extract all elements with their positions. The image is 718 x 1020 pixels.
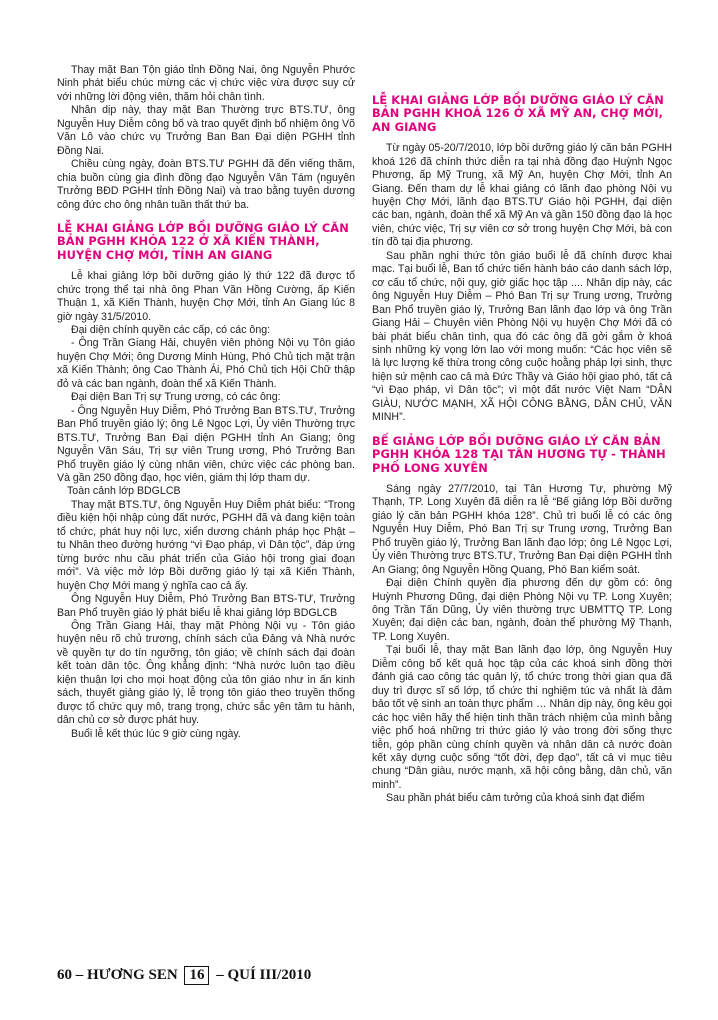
section-heading: BẾ GIẢNG LỚP BỒI DƯỠNG GIÁO LÝ CĂN BẢN PGHH KHÓA 128 TẠI TÂN HƯƠNG TỰ - THÀNH PHỐ LONG XUYÊN — [372, 433, 666, 475]
photo-caption: Toàn cảnh lớp BDGLCB — [67, 485, 181, 498]
paragraph: - Ông Nguyễn Huy Diễm, Phó Trưởng Ban BTS.TƯ, Trưởng Ban Phổ truyền giáo lý; ông Lê Ngọc Lợi, Ủy viên Thường trực BTS.TƯ, Trưởng Ban Đại diện PGHH tỉnh An Giang; ông Nguyễn Văn Sáu, Trị sự viên Trung ương, Phó Trưởng Ban Phổ truyền giáo lý cùng nhân viên, chức việc các phòng ban. Và gần 250 đồng đạo, học viên, giám thị lớp tham dự. — [57, 404, 355, 484]
paragraph: Từ ngày 05-20/7/2010, lớp bồi dưỡng giáo lý căn bản PGHH khoá 126 đã chính thức diễn ra tại nhà đồng đạo Huỳnh Ngọc Phương, ấp Mỹ Trung, xã Mỹ An, huyện Chợ Mới, tỉnh An Giang. Đến tham dự lễ khai giảng có lãnh đạo phòng Nội vụ huyện Chợ Mới, lãnh đạo BTS.TƯ Giáo hội PGHH, đại diện các ban, ngành, đoàn thể xã Mỹ An và gần 150 đồng đạo là học viên, chức việc, Trị sự viên cơ sở trong huyện Chợ Mới, bà con tín đồ tại địa phương. — [372, 142, 672, 249]
paragraph: Chiều cùng ngày, đoàn BTS.TƯ PGHH đã đến viếng thăm, chia buồn cùng gia đình đồng đạo Nguyễn Văn Tám (nguyên Trưởng BĐD PGHH tỉnh Đồng Nai) và trao bằng tuyên dương công đức cho ông nhân tuần thất thứ ba. — [57, 158, 355, 211]
issue-number: 16 — [184, 966, 209, 985]
issue-quarter: – QUÍ III/2010 — [216, 967, 312, 983]
paragraph: - Ông Trần Giang Hải, chuyên viên phòng Nội vụ Tôn giáo huyện Chợ Mới; ông Dương Minh Hùng, Phó Chủ tịch mặt trận xã Kiến Thành; ông Cao Thành Ái, Phó Chủ tịch Hội Chữ thập đỏ và các ban ngành, đoàn thể xã Kiến Thành. — [57, 337, 355, 390]
section-heading: LỄ KHAI GIẢNG LỚP BỒI DƯỠNG GIÁO LÝ CĂN BẢN PGHH KHOÁ 126 Ở XÃ MỸ AN, CHỢ MỚI, AN GIANG — [372, 93, 664, 134]
paragraph: Sáng ngày 27/7/2010, tại Tân Hương Tự, phường Mỹ Thạnh, TP. Long Xuyên đã diễn ra lễ “Bế giảng lớp Bồi dưỡng giáo lý căn bản PGHH khóa 128”. Chủ trì buổi lễ có các ông Nguyễn Huy Diễm, Phó Ban Trị sự Trung ương, Trưởng Ban Phổ truyền giáo lý, Trưởng Ban lãnh đạo lớp; ông Lê Ngọc Lợi, Ủy viên Thường trực BTS.TƯ, Trưởng Ban Đại diện PGHH tỉnh An Giang; ông Nguyễn Hồng Quang, Phó Ban kiểm soát. — [372, 482, 672, 576]
paragraph: Tại buổi lễ, thay mặt Ban lãnh đạo lớp, ông Nguyễn Huy Diễm công bố kết quả học tập của các khoá sinh đồng thời đánh giá cao công tác quản lý, tổ chức trong thời gian qua đã duy trì được sĩ số lớp, tổ chức thi nghiệm túc và nhất là đảm bảo tốt vệ sinh an toàn thực phẩm … Nhân dịp này, ông kêu gọi các học viên hãy thể hiện tinh thần trách nhiệm của mình bằng việc phổ hoá những tri thức giáo lý vào trong đời sống thực tiễn, góp phần cùng chính quyền và nhân dân cả nước đoàn kết xây dựng cuộc sống “tốt đời, đẹp đạo”, tất cả vì mục tiêu chung “Dân giàu, nước mạnh, xã hội công bằng, dân chủ, văn minh”. — [372, 644, 672, 791]
paragraph: Lễ khai giảng lớp bồi dưỡng giáo lý thứ 122 đã được tổ chức trọng thể tại nhà ông Phan Văn Hồng Cường, ấp Kiến Thuận 1, xã Kiến Thành, huyện Chợ Mới, tỉnh An Giang lúc 8 giờ ngày 31/5/2010. — [57, 270, 355, 323]
paragraph: Thay mặt Ban Tộn giáo tỉnh Đồng Nai, ông Nguyễn Phước Ninh phát biểu chúc mừng các vị chức việc vừa được suy cử với những lời động viên, thăm hỏi chân tình. — [57, 64, 355, 103]
page-number: 60 — [57, 967, 72, 983]
paragraph: Sau phần nghi thức tôn giáo buổi lễ đã chính được khai mạc. Tại buổi lễ, Ban tổ chức tiến hành báo cáo danh sách lớp, cơ cấu tổ chức, nội quy, giờ giấc học tập .... Nhân dịp này, các ông Nguyễn Huy Diễm – Phó Ban Trị sự Trung ương, Trưởng Ban Phổ truyền giáo lý, Trưởng Ban lãnh đạo lớp và ông Trần Giang Hải – Chuyên viên Phòng Nội vụ huyện Chợ Mới đã có bài phát biểu chân tình, qua đó các ông đã gởi gắm ở khoá sinh những kỳ vọng lớn lao với mong muốn: “Các học viên sẽ là lực lượng kế thừa trong công cuộc hoằng pháp lợi sinh, thực hiện sứ mệnh cao cả mà Đức Thầy và Giáo hội giao phó, tất cả “vì Đạo pháp, vì Dân tộc”; vì một đất nước Việt Nam “DÂN GIÀU, NƯỚC MẠNH, XÃ HỘI CÔNG BẰNG, DÂN CHỦ, VĂN MINH”. — [372, 249, 672, 424]
section-heading: LỄ KHAI GIẢNG LỚP BỒI DƯỠNG GIÁO LÝ CĂN BẢN PGHH KHÓA 122 Ở XÃ KIẾN THÀNH, HUYỆN CHỢ MỚI, TỈNH AN GIANG — [57, 220, 349, 262]
paragraph: Thay mặt BTS.TƯ, ông Nguyễn Huy Diễm phát biểu: “Trong điều kiện hội nhập cùng đất nước, PGHH đã và đang kiện toàn tổ chức, phát huy nội lực, xiển dương chánh pháp học Phật – tu Nhân theo đường hướng “vì Đạo pháp, vì Dân tộc”, đáp ứng từng bước nhu cầu phát triển của Giáo hội trong giai đoạn mới”. Và việc mở lớp Bồi dưỡng giáo lý tại xã Kiến Thành, huyện Chợ Mới mang ý nghĩa cao cả ấy. — [57, 498, 355, 592]
paragraph: Đại diện chính quyền các cấp, có các ông: — [71, 324, 271, 337]
paragraph: Nhân dịp này, thay mặt Ban Thường trực BTS.TƯ, ông Nguyễn Huy Diễm công bố và trao quyết định bổ nhiệm ông Võ Văn Lô vào chức vụ Trưởng Ban Ban Đại diện PGHH tỉnh Đồng Nai. — [57, 104, 355, 157]
paragraph: Đại diện Chính quyền địa phương đến dự gồm có: ông Huỳnh Phương Dũng, đại diện Phòng Nội vụ TP. Long Xuyên; ông Trần Tấn Dũng, Ủy viên thường trực UBMTTQ TP. Long Xuyên; đại diện các ban, ngành, đoàn thể phường Mỹ Thạnh, TP. Long Xuyên. — [372, 577, 672, 643]
paragraph: Buổi lễ kết thúc lúc 9 giờ cùng ngày. — [71, 727, 241, 740]
paragraph: Sau phần phát biểu cảm tưởng của khoá sinh đạt điểm — [386, 792, 645, 805]
page-footer — [57, 966, 311, 985]
paragraph: Ông Nguyễn Huy Diễm, Phó Trưởng Ban BTS-TƯ, Trưởng Ban Phổ truyền giáo lý phát biểu lễ khai giảng lớp BDGLCB — [57, 593, 355, 619]
paragraph: Ông Trần Giang Hải, thay mặt Phòng Nội vụ - Tôn giáo huyện nêu rõ chủ trương, chính sách của Đảng và Nhà nước về quyền tự do tín ngưỡng, tôn giáo; về chính sách đại đoàn kết toàn dân tộc. Ông khẳng định: “Nhà nước luôn tạo điều kiện thuận lợi cho mọi hoạt động của tôn giáo như in ấn kinh sách, thuyết giảng giáo lý, lễ trọng tôn giáo theo truyền thống được tổ chức quy mô, trang trọng, chức sắc yên tâm tu hành, dân chủ cơ sở được phát huy. — [57, 619, 355, 727]
magazine-name: – HƯƠNG SEN — [75, 967, 178, 983]
left-column — [57, 64, 355, 741]
right-column — [372, 94, 672, 806]
paragraph: Đại diện Ban Trị sự Trung ương, có các ông: — [71, 391, 281, 404]
